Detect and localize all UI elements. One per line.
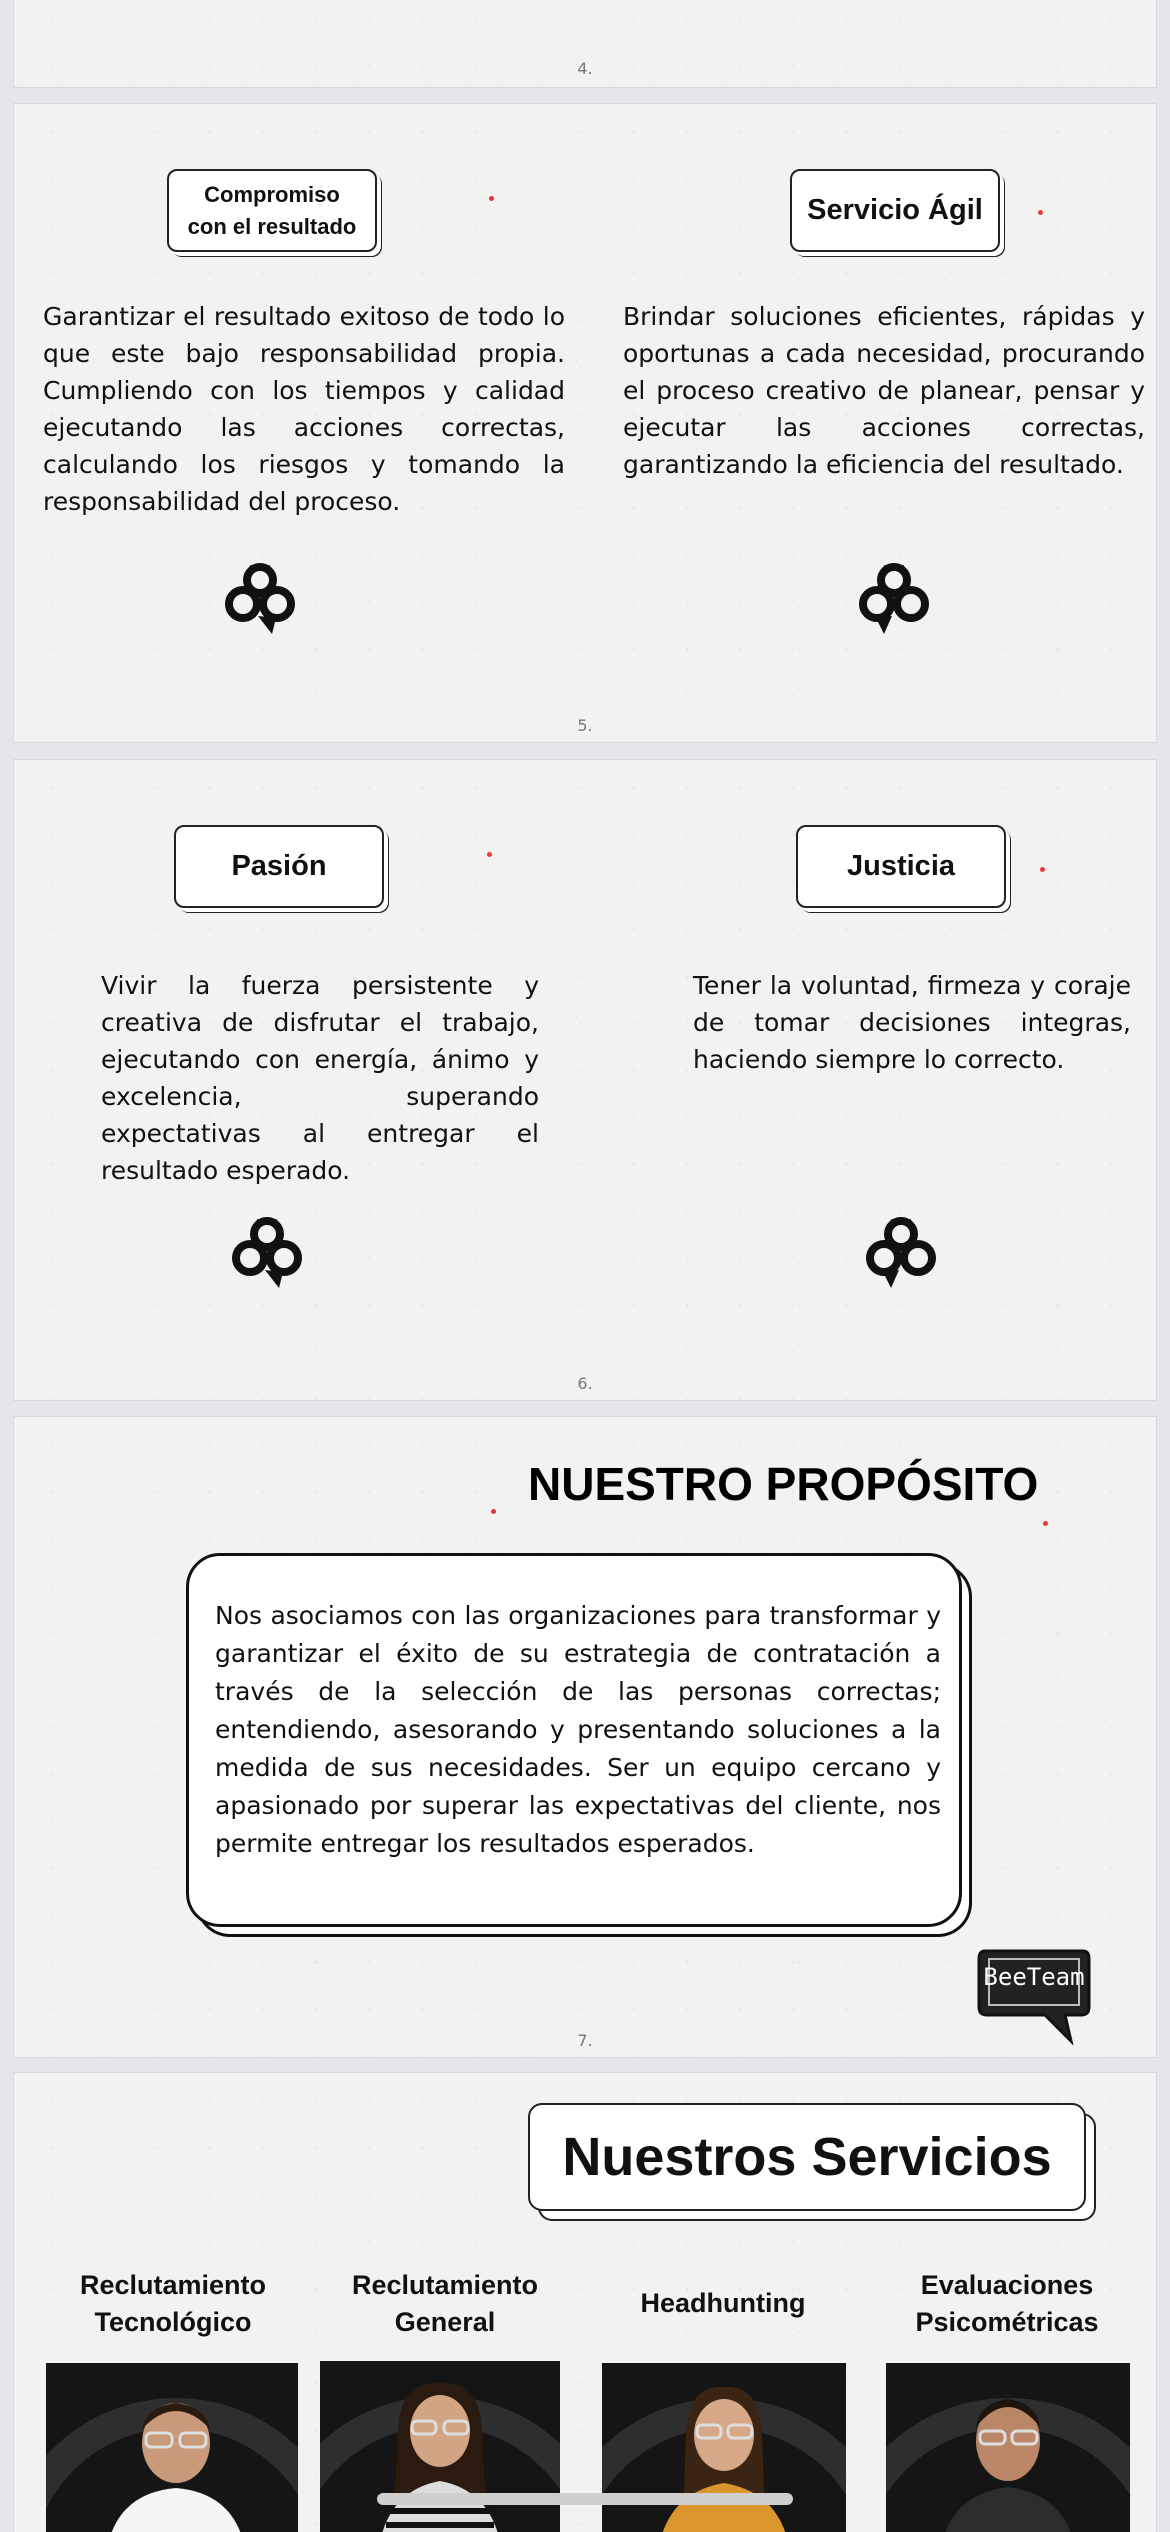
bee-logo-icon	[859, 1210, 943, 1294]
page-number: 7.	[577, 2031, 593, 2050]
value-tag-pasion: Pasión	[174, 825, 384, 908]
decorative-dot	[1040, 867, 1045, 872]
section-heading: NUESTRO PROPÓSITO	[528, 1458, 1039, 1510]
speech-bubble-icon	[975, 1945, 1093, 2045]
decorative-dot	[489, 196, 494, 201]
page-number: 6.	[577, 1374, 593, 1393]
services-heading-box: Nuestros Servicios	[528, 2103, 1086, 2211]
value-text-compromiso: Garantizar el resultado exitoso de todo lo que este bajo responsabilidad propia. Cumpliendo con los tiempos y calidad ejecutando las acciones correctas, calculando los riesgos y tomando la responsabilidad del proceso.	[43, 302, 565, 516]
beeteam-logo	[975, 1945, 1093, 2045]
value-tag-servicio-agil: Servicio Ágil	[790, 169, 1000, 252]
slide-8	[13, 2072, 1157, 2532]
value-text-justicia: Tener la voluntad, firmeza y coraje de tomar decisiones integras, haciendo siempre lo correcto.	[693, 971, 1131, 1074]
person-photo-icon	[886, 2363, 1130, 2532]
bee-logo-icon	[225, 1210, 309, 1294]
slide-7	[13, 1416, 1157, 2058]
decorative-dot	[491, 1509, 496, 1514]
value-tag-justicia: Justicia	[796, 825, 1006, 908]
person-photo-icon	[602, 2363, 846, 2532]
service-photo	[320, 2361, 560, 2532]
slide-4	[13, 0, 1157, 88]
purpose-text: Nos asociamos con las organizaciones para transformar y garantizar el éxito de su estrategia de contratación a través de la selección de las personas correctas; entendiendo, asesorando y presentando soluciones a la medida de sus necesidades. Ser un equipo cercano y apasionado por superar las expectativas del cliente, nos permite entregar los resultados esperados.	[215, 1601, 941, 1858]
slide-6	[13, 759, 1157, 1401]
beeteam-logo-text: BeeTeam	[983, 1963, 1085, 1991]
value-text-pasion: Vivir la fuerza persistente y creativa de disfrutar el trabajo, ejecutando con energía, ánimo y excelencia, superando expectativas al entregar el resultado esperado.	[101, 971, 539, 1185]
page-number: 5.	[577, 716, 593, 735]
decorative-dot	[1038, 210, 1043, 215]
service-photo	[46, 2363, 298, 2532]
service-photo	[886, 2363, 1130, 2532]
value-tag-compromiso: Compromiso con el resultado	[167, 169, 377, 252]
slide-5	[13, 103, 1157, 743]
bee-logo-icon	[218, 556, 302, 640]
service-photo	[602, 2363, 846, 2532]
person-photo-icon	[320, 2361, 560, 2532]
service-title: Evaluaciones Psicométricas	[915, 2270, 1099, 2337]
person-photo-icon	[46, 2363, 298, 2532]
home-indicator[interactable]	[377, 2493, 793, 2505]
bee-logo-icon	[852, 556, 936, 640]
service-title: Headhunting	[640, 2288, 806, 2318]
decorative-dot	[1043, 1521, 1048, 1526]
decorative-dot	[487, 852, 492, 857]
page-number: 4.	[577, 59, 593, 78]
service-title: Reclutamiento General	[351, 2270, 539, 2337]
service-title: Reclutamiento Tecnológico	[79, 2270, 267, 2337]
value-text-servicio-agil: Brindar soluciones eficientes, rápidas y oportunas a cada necesidad, procurando el proceso creativo de planear, pensar y ejecutar las acciones correctas, garantizando la eficiencia del resultado.	[623, 302, 1145, 479]
